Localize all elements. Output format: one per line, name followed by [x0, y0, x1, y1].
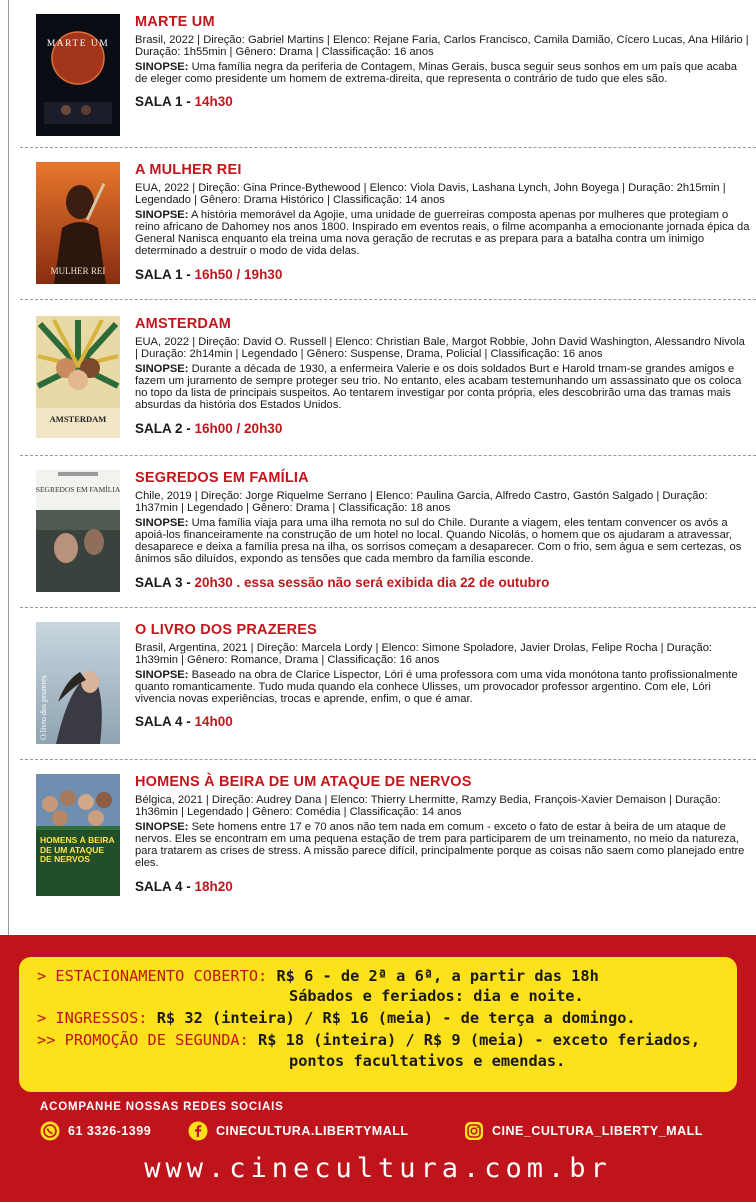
poster-title: HOMENS À BEIRA DE UM ATAQUE DE NERVOS	[40, 836, 115, 864]
movie-meta: EUA, 2022 | Direção: Gina Prince-Bythewood | Elenco: Viola Davis, Lashana Lynch, John Boyega | Duração: 2h15min | Legendado | Gênero: Drama Histórico | Classificação: 14 anos	[135, 182, 726, 207]
social-title: ACOMPANHE NOSSAS REDES SOCIAIS	[40, 1101, 284, 1113]
movie-title: AMSTERDAM	[135, 316, 232, 332]
whatsapp-link[interactable]	[40, 1121, 151, 1141]
poster-homens-a-beira[interactable]	[36, 774, 120, 896]
whatsapp-icon	[40, 1121, 60, 1141]
session-times: 16h00 / 20h30	[194, 420, 283, 436]
instagram-link[interactable]	[464, 1121, 703, 1141]
movie-entry	[20, 760, 756, 935]
poster-marte-um[interactable]	[36, 14, 120, 136]
tickets-line	[37, 1008, 636, 1028]
website-link[interactable]: www.cinecultura.com.br	[144, 1153, 612, 1184]
session-times: 20h30 . essa sessão não será exibida dia 22 de outubro	[194, 574, 550, 590]
synopsis-label: SINOPSE:	[135, 668, 189, 681]
movie-title: HOMENS À BEIRA DE UM ATAQUE DE NERVOS	[135, 774, 472, 790]
session-times: 18h20	[194, 878, 233, 894]
parking-text-2: Sábados e feriados: dia e noite.	[289, 987, 584, 1005]
movie-synopsis	[135, 61, 750, 85]
movie-entry	[20, 608, 756, 760]
tickets-text: R$ 32 (inteira) / R$ 16 (meia) - de terça a domingo.	[147, 1009, 636, 1027]
session-room: SALA 1 -	[135, 266, 195, 282]
poster-o-livro-dos-prazeres[interactable]	[36, 622, 120, 744]
session-room: SALA 3 -	[135, 574, 195, 590]
poster-title: MULHER REI	[50, 266, 106, 276]
movie-session	[135, 421, 750, 437]
prices-box	[19, 957, 737, 1092]
instagram-icon	[464, 1121, 484, 1141]
social-links	[40, 1121, 730, 1143]
movie-title: SEGREDOS EM FAMÍLIA	[135, 470, 309, 486]
monday-text: R$ 18 (inteira) / R$ 9 (meia) - exceto feriados,	[248, 1031, 701, 1049]
poster-title: AMSTERDAM	[49, 414, 107, 424]
movie-synopsis	[135, 517, 750, 566]
session-room: SALA 4 -	[135, 878, 195, 894]
movie-meta: Brasil, Argentina, 2021 | Direção: Marcela Lordy | Elenco: Simone Spoladore, Javier Drolas, Felipe Rocha | Duração: 1h39min | Gênero: Romance, Drama | Classificação: 16 anos	[135, 642, 713, 667]
movie-synopsis	[135, 363, 750, 412]
session-room: SALA 1 -	[135, 94, 195, 110]
monday-line-2	[289, 1051, 565, 1071]
session-times: 14h30	[194, 94, 233, 110]
synopsis-label: SINOPSE:	[135, 820, 189, 833]
synopsis-text: Durante a década de 1930, a enfermeira Valerie e os dois soldados Burt e Harold trnam-se grandes amigos e fazem um juramento de sempre proteger seu trio. No entanto, eles acabam testemunhando um assassinato que os coloca no topo da lista de principais suspeitos. Ao tentarem investigar por conta própria, eles descobrirão uma das tramas mais absurdas da história dos Estados Unidos.	[135, 362, 742, 412]
parking-line	[37, 966, 599, 986]
movie-session	[135, 879, 750, 895]
movie-entry	[20, 300, 756, 456]
movie-session	[135, 714, 750, 730]
session-room: SALA 2 -	[135, 420, 195, 436]
poster-segredos-em-familia[interactable]	[36, 470, 120, 592]
movie-meta: Brasil, 2022 | Direção: Gabriel Martins | Elenco: Rejane Faria, Carlos Francisco, Camila Damião, Cícero Lucas, Ana Hilário | Duração: 1h55min | Gênero: Drama | Classificação: 16 anos	[135, 34, 749, 59]
movie-entry	[20, 148, 756, 300]
facebook-icon	[188, 1121, 208, 1141]
synopsis-label: SINOPSE:	[135, 60, 189, 73]
movie-title: A MULHER REI	[135, 162, 242, 178]
poster-title: O livro dos prazeres	[39, 675, 48, 740]
session-room: SALA 4 -	[135, 714, 195, 730]
poster-title: MARTE UM	[46, 39, 110, 49]
monday-line	[37, 1030, 700, 1050]
movie-synopsis	[135, 669, 750, 706]
movie-session	[135, 267, 750, 283]
movie-meta: Bélgica, 2021 | Direção: Audrey Dana | Elenco: Thierry Lhermitte, Ramzy Bedia, François-Xavier Demaison | Duração: 1h36min | Legendado | Gênero: Comédia | Classificação: 14 anos	[135, 794, 721, 819]
movie-synopsis	[135, 821, 750, 870]
monday-text-2: pontos facultativos e emendas.	[289, 1052, 566, 1070]
poster-amsterdam[interactable]	[36, 316, 120, 438]
session-times: 16h50 / 19h30	[194, 266, 283, 282]
movie-session	[135, 575, 750, 591]
poster-a-mulher-rei[interactable]	[36, 162, 120, 284]
movie-title: MARTE UM	[135, 14, 215, 30]
left-border	[8, 0, 9, 935]
movie-session	[135, 94, 750, 110]
movie-synopsis	[135, 209, 750, 258]
session-times: 14h00	[194, 714, 233, 730]
movie-meta: EUA, 2022 | Direção: David O. Russell | Elenco: Christian Bale, Margot Robbie, John David Washington, Alessandro Nivola | Duração: 2h14min | Legendado | Gênero: Suspense, Drama, Policial | Classificação: 16 anos	[135, 336, 745, 361]
synopsis-text: Baseado na obra de Clarice Lispector, Lóri é uma professora com uma vida monótona tanto profissionalmente quanto romanticamente. Tudo muda quando ela conhece Ulisses, um provocador professor argentino. Com ele, Lóri vivencia novas experiências, trocas e aprende, enfim, o que é amar.	[135, 668, 738, 706]
parking-text: R$ 6 - de 2ª a 6ª, a partir das 18h	[267, 967, 599, 985]
poster-title: SEGREDOS EM FAMÍLIA	[36, 485, 120, 494]
synopsis-label: SINOPSE:	[135, 208, 189, 221]
instagram-handle: CINE_CULTURA_LIBERTY_MALL	[492, 1124, 703, 1138]
movie-entry	[20, 0, 756, 148]
synopsis-label: SINOPSE:	[135, 362, 189, 375]
tickets-label: > INGRESSOS:	[37, 1009, 148, 1027]
footer	[0, 935, 756, 1202]
movie-meta: Chile, 2019 | Direção: Jorge Riquelme Serrano | Elenco: Paulina Garcia, Alfredo Castro, Gastón Salgado | Duração: 1h37min | Legendado | Gênero: Drama | Classificação: 18 anos	[135, 490, 708, 515]
synopsis-label: SINOPSE:	[135, 516, 189, 529]
synopsis-text: Uma família viaja para uma ilha remota no sul do Chile. Durante a viagem, eles tentam convencer os avós a apoiá-los financeiramente na construção de um hotel no local. Quando Nicolás, o homem que os ajudaram a atravessar, desaparece e deixa a família presa na ilha, os sorrisos começam a desaparecer. Com o frio, sem água e sem certezas, os ânimos são diluídos, expondo as tensões que cada membro da família esconde.	[135, 516, 742, 566]
whatsapp-number: 61 3326-1399	[68, 1124, 152, 1138]
synopsis-text: A história memorável da Agojie, uma unidade de guerreiras composta apenas por mulheres que protegiam o reino africano de Dahomey nos anos 1800. Inspirado em eventos reais, o filme acompanha a emocionante jornada épica da General Nanisca enquanto ela treina uma nova geração de recrutas e as prepara para a batalha contra um inimigo determinado a destruir o modo de vida delas.	[135, 208, 750, 258]
facebook-handle: CINECULTURA.LIBERTYMALL	[216, 1124, 409, 1138]
parking-line-2	[289, 986, 584, 1006]
monday-label: >> PROMOÇÃO DE SEGUNDA:	[37, 1031, 249, 1049]
facebook-link[interactable]	[188, 1121, 409, 1141]
movie-entry	[20, 456, 756, 608]
movie-title: O LIVRO DOS PRAZERES	[135, 622, 318, 638]
synopsis-text: Sete homens entre 17 e 70 anos não tem nada em comum - exceto o fato de estar à beira de um ataque de nervos. Eles se encontram em uma pequena estação de trem para participarem de um treinamento, no meio da natureza, para tratarem as crises de stress. A missão parece difícil, principalmente porque as coisas não saem como planejado entre eles.	[135, 820, 745, 870]
parking-label: > ESTACIONAMENTO COBERTO:	[37, 967, 268, 985]
synopsis-text: Uma família negra da periferia de Contagem, Minas Gerais, busca seguir seus sonhos em um país que acaba de eleger como presidente um homem de extrema-direita, que representa o contrário de tudo que eles são.	[135, 60, 737, 86]
